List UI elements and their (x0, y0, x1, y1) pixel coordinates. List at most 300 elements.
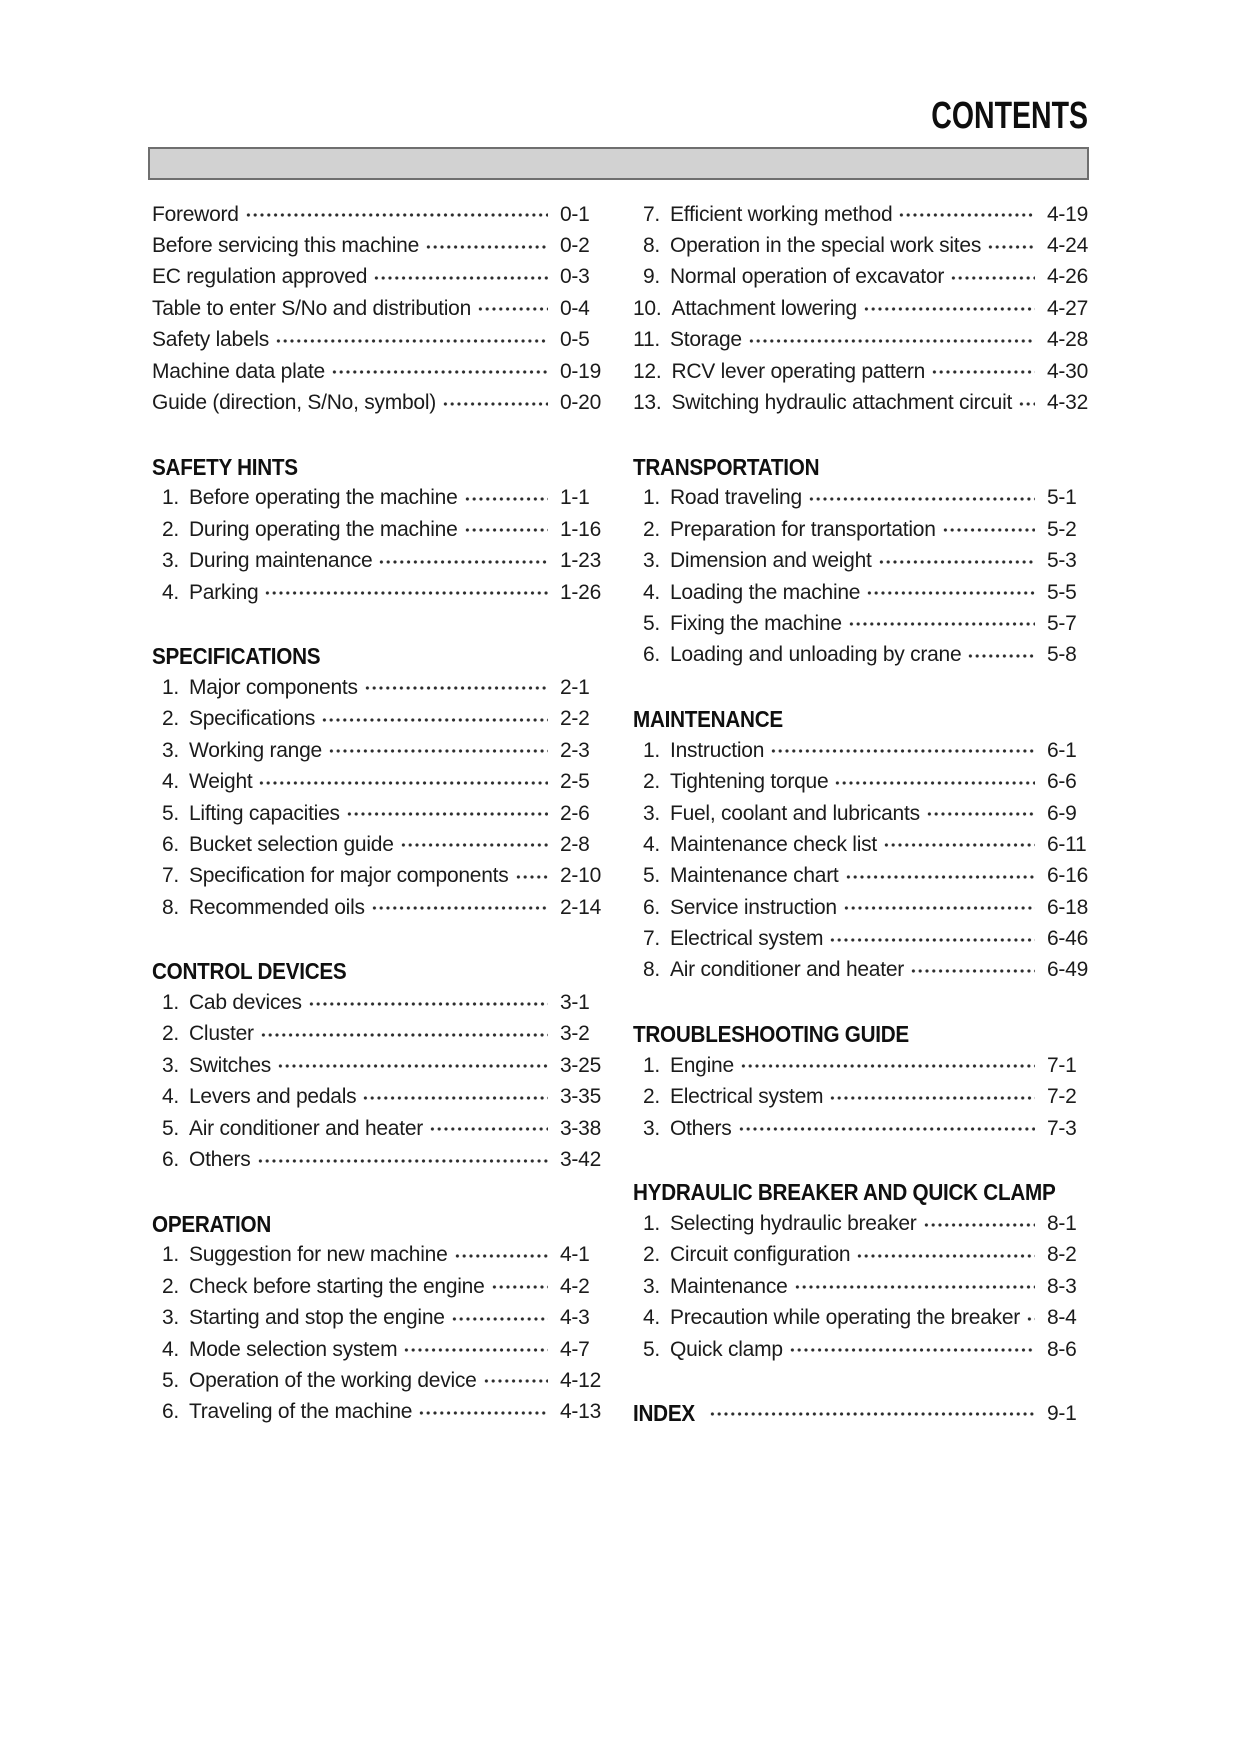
entry-number: 6. (161, 1400, 179, 1424)
entry-label: Storage (670, 328, 742, 352)
entry-label: Others (189, 1148, 251, 1172)
toc-column-right (633, 199, 1095, 1429)
entry-label: Table to enter S/No and distribution (152, 296, 472, 320)
toc-entry (633, 546, 1095, 577)
entry-label: Service instruction (670, 895, 837, 919)
entry-page: 7-1 (1047, 1053, 1077, 1077)
dot-leader (709, 1404, 1035, 1424)
entry-page: 0-19 (560, 359, 602, 383)
entry-label: Traveling of the machine (189, 1400, 413, 1424)
entry-page: 3-35 (560, 1085, 602, 1109)
dot-leader (950, 268, 1035, 288)
section-header-row (152, 1208, 608, 1239)
entry-label: Starting and stop the engine (189, 1306, 445, 1330)
entry-label: Mode selection system (189, 1337, 398, 1361)
entry-label: Normal operation of excavator (670, 265, 945, 289)
entry-number: 2. (161, 1274, 179, 1298)
entry-label: RCV lever operating pattern (671, 359, 926, 383)
dot-leader (515, 867, 549, 887)
entry-page: 3-25 (560, 1053, 602, 1077)
toc-entry (152, 1271, 608, 1302)
entry-number: 7. (161, 864, 179, 888)
dot-leader (477, 299, 548, 319)
section-header: MAINTENANCE (633, 705, 783, 732)
dot-leader (748, 331, 1035, 351)
toc-entry (152, 1082, 608, 1113)
entry-number: 2. (642, 770, 660, 794)
toc-entry (633, 1334, 1095, 1365)
toc-entry (633, 293, 1095, 324)
toc-entry (152, 892, 608, 923)
entry-page: 7-3 (1047, 1116, 1077, 1140)
toc-entry (152, 735, 608, 766)
entry-label: Fuel, coolant and lubricants (670, 801, 920, 825)
section-header-row (633, 1398, 1095, 1429)
toc-entry (152, 1113, 608, 1144)
entry-label: Selecting hydraulic breaker (670, 1212, 917, 1235)
entry-page: 5-7 (1047, 611, 1077, 635)
entry-number: 1. (161, 991, 179, 1015)
entry-number: 3. (161, 1306, 179, 1330)
entry-number: 1. (642, 486, 660, 510)
entry-label: Parking (189, 580, 259, 604)
entry-page: 6-1 (1047, 738, 1077, 762)
toc-entry (633, 262, 1095, 293)
toc-entry (633, 1113, 1095, 1144)
entry-number: 1. (642, 1212, 660, 1235)
dot-leader (987, 237, 1035, 257)
toc-entry (633, 861, 1095, 892)
dot-leader (378, 552, 548, 572)
entry-label: Before operating the machine (189, 486, 458, 510)
toc-entry (633, 199, 1095, 230)
dot-leader (942, 520, 1035, 540)
entry-label: Electrical system (670, 927, 824, 951)
toc-entry (152, 293, 608, 324)
dot-leader (898, 205, 1035, 225)
entry-page: 4-3 (560, 1306, 590, 1330)
entry-label: Major components (189, 675, 358, 699)
entry-label: Before servicing this machine (152, 234, 420, 258)
dot-leader (848, 614, 1035, 634)
section-header-row (152, 956, 608, 987)
section-header: TROUBLESHOOTING GUIDE (633, 1020, 909, 1047)
dot-leader (834, 773, 1035, 793)
entry-number: 2. (642, 1085, 660, 1109)
entry-number: 7. (642, 927, 660, 951)
entry-number: 2. (161, 517, 179, 541)
entry-page: 6-16 (1047, 864, 1089, 888)
entry-page: 4-26 (1047, 265, 1089, 289)
entry-page: 6-18 (1047, 895, 1089, 919)
entry-number: 1. (642, 1053, 660, 1077)
dot-leader (789, 1340, 1035, 1360)
dot-leader (491, 1277, 548, 1297)
dot-leader (418, 1403, 548, 1423)
entry-number: 10. (633, 296, 662, 320)
dot-leader (331, 362, 548, 382)
entry-page: 0-20 (560, 391, 602, 415)
entry-label: Lifting capacities (189, 801, 340, 825)
entry-number: 4. (642, 1306, 660, 1330)
entry-label: Quick clamp (670, 1337, 783, 1361)
entry-page: 4-13 (560, 1400, 602, 1424)
entry-label: Levers and pedals (189, 1085, 357, 1109)
dot-leader (829, 930, 1035, 950)
entry-number: 5. (161, 1116, 179, 1140)
entry-page: 5-2 (1047, 517, 1077, 541)
toc-entry (152, 829, 608, 860)
section-header: HYDRAULIC BREAKER AND QUICK CLAMP (633, 1179, 1056, 1206)
entry-page: 4-7 (560, 1337, 590, 1361)
entry-label: Circuit configuration (670, 1243, 851, 1267)
entry-label: Maintenance chart (670, 864, 839, 888)
toc-entry (152, 356, 608, 387)
entry-number: 3. (642, 1116, 660, 1140)
entry-page: 1-16 (560, 517, 602, 541)
section-header-row (633, 451, 1095, 482)
dot-leader (371, 898, 548, 918)
toc-entry (633, 1271, 1095, 1302)
toc-entry (633, 483, 1095, 514)
dot-leader (923, 1215, 1035, 1235)
dot-leader (400, 835, 548, 855)
entry-page: 4-2 (560, 1274, 590, 1298)
entry-label: Air conditioner and heater (670, 958, 904, 982)
dot-leader (257, 1151, 548, 1171)
entry-label: Dimension and weight (670, 549, 872, 573)
entry-number: 11. (633, 328, 660, 352)
entry-page: 6-46 (1047, 927, 1089, 951)
toc-entry (633, 640, 1095, 671)
toc-entry (633, 892, 1095, 923)
toc-entry (152, 387, 608, 418)
dot-leader (967, 646, 1035, 666)
entry-page: 1-1 (560, 486, 590, 510)
entry-label: Electrical system (670, 1085, 824, 1109)
dot-leader (845, 867, 1035, 887)
entry-label: EC regulation approved (152, 265, 368, 289)
entry-number: 6. (161, 832, 179, 856)
section-header-row (152, 641, 608, 672)
entry-page: 4-27 (1047, 296, 1089, 320)
entry-page: 4-32 (1047, 391, 1089, 415)
entry-page: 4-19 (1047, 202, 1089, 226)
toc-entry (633, 766, 1095, 797)
dot-leader (403, 1340, 548, 1360)
entry-label: Attachment lowering (671, 296, 857, 320)
entry-page: 8-2 (1047, 1243, 1077, 1267)
toc-entry (633, 829, 1095, 860)
entry-page: 0-1 (560, 202, 590, 226)
section-header-row (633, 704, 1095, 735)
toc-entry (152, 1397, 608, 1428)
entry-label: Specifications (189, 707, 316, 731)
entry-label: Weight (189, 770, 253, 794)
entry-page: 4-28 (1047, 328, 1089, 352)
entry-label: Engine (670, 1053, 734, 1077)
dot-leader (926, 804, 1035, 824)
entry-page: 6-9 (1047, 801, 1077, 825)
entry-label: Efficient working method (670, 202, 893, 226)
toc-entry (152, 704, 608, 735)
entry-number: 1. (642, 738, 660, 762)
entry-number: 5. (161, 1368, 179, 1392)
entry-page: 4-30 (1047, 359, 1089, 383)
entry-label: Air conditioner and heater (189, 1116, 423, 1140)
entry-label: Precaution while operating the breaker (670, 1306, 1021, 1330)
dot-leader (245, 205, 548, 225)
dot-leader (866, 583, 1035, 603)
entry-label: Recommended oils (189, 895, 365, 919)
entry-number: 13. (633, 391, 662, 415)
dot-leader (346, 804, 548, 824)
entry-label: Others (670, 1116, 732, 1140)
page-title: CONTENTS (931, 95, 1088, 137)
toc-column-left (152, 199, 608, 1428)
dot-leader (373, 268, 548, 288)
entry-number: 8. (161, 895, 179, 919)
entry-label: Maintenance (670, 1274, 788, 1298)
entry-number: 5. (161, 801, 179, 825)
toc-entry (633, 955, 1095, 986)
entry-label: Suggestion for new machine (189, 1243, 448, 1267)
section-header-row (633, 1177, 1095, 1208)
dot-leader (264, 583, 548, 603)
entry-label: Guide (direction, S/No, symbol) (152, 391, 437, 415)
entry-number: 4. (642, 832, 660, 856)
entry-label: Loading the machine (670, 580, 861, 604)
entry-page: 2-6 (560, 801, 590, 825)
entry-label: Tightening torque (670, 770, 829, 794)
dot-leader (843, 898, 1035, 918)
dot-leader (829, 1088, 1035, 1108)
toc-entry (152, 546, 608, 577)
entry-page: 3-2 (560, 1022, 590, 1046)
entry-page: 2-2 (560, 707, 590, 731)
entry-page: 8-6 (1047, 1337, 1077, 1361)
dot-leader (794, 1277, 1036, 1297)
entry-number: 6. (161, 1148, 179, 1172)
entry-number: 1. (161, 486, 179, 510)
entry-label: Preparation for transportation (670, 517, 936, 541)
toc-entry (633, 608, 1095, 639)
toc-entry (152, 861, 608, 892)
entry-number: 3. (642, 801, 660, 825)
toc-entry (152, 514, 608, 545)
toc-entry (633, 325, 1095, 356)
toc-entry (633, 1050, 1095, 1081)
toc-entry (152, 798, 608, 829)
dot-leader (878, 552, 1035, 572)
entry-label: Check before starting the engine (189, 1274, 485, 1298)
entry-page: 2-10 (560, 864, 602, 888)
dot-leader (442, 394, 548, 414)
dot-leader (464, 520, 548, 540)
dot-leader (328, 741, 548, 761)
entry-number: 4. (161, 1337, 179, 1361)
entry-page: 5-5 (1047, 580, 1077, 604)
entry-number: 3. (161, 738, 179, 762)
toc-entry (152, 577, 608, 608)
dot-leader (429, 1119, 548, 1139)
entry-label: Switches (189, 1053, 272, 1077)
toc-entry (633, 1208, 1095, 1239)
entry-number: 6. (642, 643, 660, 667)
entry-label: Fixing the machine (670, 611, 842, 635)
entry-page: 6-49 (1047, 958, 1089, 982)
entry-label: Operation of the working device (189, 1368, 477, 1392)
entry-page: 8-4 (1047, 1306, 1077, 1330)
dot-leader (770, 741, 1035, 761)
section-header: CONTROL DEVICES (152, 958, 347, 985)
toc-entry (633, 387, 1095, 418)
toc-entry (152, 672, 608, 703)
dot-leader (275, 331, 548, 351)
toc-entry (152, 766, 608, 797)
dot-leader (260, 1025, 548, 1045)
entry-label: During operating the machine (189, 517, 458, 541)
toc-entry (633, 1302, 1095, 1333)
dot-leader (425, 237, 548, 257)
entry-number: 8. (642, 958, 660, 982)
entry-page: 3-38 (560, 1116, 602, 1140)
toc-entry (152, 262, 608, 293)
entry-number: 2. (642, 517, 660, 541)
entry-page: 9-1 (1047, 1401, 1077, 1425)
entry-number: 5. (642, 611, 660, 635)
dot-leader (362, 1088, 548, 1108)
entry-page: 6-11 (1047, 832, 1087, 856)
toc-entry (633, 230, 1095, 261)
entry-number: 4. (161, 580, 179, 604)
entry-page: 5-3 (1047, 549, 1077, 573)
dot-leader (1026, 1309, 1035, 1329)
entry-page: 7-2 (1047, 1085, 1077, 1109)
dot-leader (738, 1119, 1035, 1139)
toc-entry (633, 577, 1095, 608)
entry-page: 2-14 (560, 895, 602, 919)
entry-page: 2-1 (560, 675, 590, 699)
section-header: TRANSPORTATION (633, 453, 820, 480)
dot-leader (910, 961, 1035, 981)
section-header: SAFETY HINTS (152, 453, 298, 480)
dot-leader (277, 1056, 548, 1076)
entry-number: 2. (161, 707, 179, 731)
dot-leader (483, 1371, 548, 1391)
entry-label: Switching hydraulic attachment circuit (671, 391, 1013, 415)
toc-entry (152, 1302, 608, 1333)
entry-page: 8-1 (1047, 1212, 1077, 1235)
section-header: SPECIFICATIONS (152, 643, 321, 670)
dot-leader (464, 489, 548, 509)
toc-entry (152, 325, 608, 356)
toc-entry (152, 987, 608, 1018)
entry-label: Working range (189, 738, 322, 762)
entry-number: 12. (633, 359, 662, 383)
dot-leader (856, 1246, 1035, 1266)
entry-number: 2. (161, 1022, 179, 1046)
toc-entry (152, 1240, 608, 1271)
section-header: INDEX (633, 1400, 695, 1427)
entry-page: 0-4 (560, 296, 590, 320)
toc-entry (152, 1050, 608, 1081)
entry-label: Loading and unloading by crane (670, 643, 962, 667)
toc-entry (152, 1019, 608, 1050)
entry-page: 3-42 (560, 1148, 602, 1172)
toc-entry (152, 1334, 608, 1365)
entry-number: 5. (642, 864, 660, 888)
toc-entry (633, 923, 1095, 954)
entry-number: 1. (161, 1243, 179, 1267)
dot-leader (454, 1246, 549, 1266)
entry-page: 4-1 (560, 1243, 590, 1267)
title-bar (148, 147, 1089, 180)
entry-number: 3. (642, 549, 660, 573)
entry-number: 9. (642, 265, 660, 289)
dot-leader (1018, 394, 1035, 414)
entry-label: During maintenance (189, 549, 373, 573)
entry-page: 8-3 (1047, 1274, 1077, 1298)
toc-entry (152, 230, 608, 261)
dot-leader (740, 1056, 1035, 1076)
section-header: OPERATION (152, 1210, 272, 1237)
toc-entry (152, 199, 608, 230)
entry-page: 5-8 (1047, 643, 1077, 667)
entry-number: 5. (642, 1337, 660, 1361)
toc-entry (633, 735, 1095, 766)
entry-page: 2-5 (560, 770, 590, 794)
entry-page: 0-2 (560, 234, 590, 258)
entry-number: 7. (642, 202, 660, 226)
entry-label: Foreword (152, 202, 239, 226)
entry-label: Operation in the special work sites (670, 234, 982, 258)
toc-entry (633, 1240, 1095, 1271)
entry-page: 1-26 (560, 580, 602, 604)
toc-entry (633, 356, 1095, 387)
toc-entry (633, 798, 1095, 829)
dot-leader (863, 299, 1035, 319)
entry-number: 6. (642, 895, 660, 919)
entry-number: 4. (161, 770, 179, 794)
entry-number: 3. (161, 1053, 179, 1077)
entry-number: 2. (642, 1243, 660, 1267)
entry-page: 0-3 (560, 265, 590, 289)
entry-label: Cab devices (189, 991, 302, 1015)
entry-label: Safety labels (152, 328, 269, 352)
toc-entry (152, 483, 608, 514)
dot-leader (364, 678, 548, 698)
section-header-row (152, 451, 608, 482)
entry-number: 1. (161, 675, 179, 699)
dot-leader (451, 1309, 548, 1329)
entry-label: Instruction (670, 738, 765, 762)
entry-page: 1-23 (560, 549, 602, 573)
entry-page: 2-3 (560, 738, 590, 762)
dot-leader (258, 773, 548, 793)
toc-entry (633, 514, 1095, 545)
entry-number: 4. (161, 1085, 179, 1109)
entry-page: 4-12 (560, 1368, 602, 1392)
dot-leader (808, 489, 1035, 509)
entry-page: 0-5 (560, 328, 590, 352)
section-header-row (633, 1019, 1095, 1050)
dot-leader (321, 710, 548, 730)
entry-number: 8. (642, 234, 660, 258)
entry-number: 4. (642, 580, 660, 604)
entry-page: 4-24 (1047, 234, 1089, 258)
entry-label: Machine data plate (152, 359, 325, 383)
